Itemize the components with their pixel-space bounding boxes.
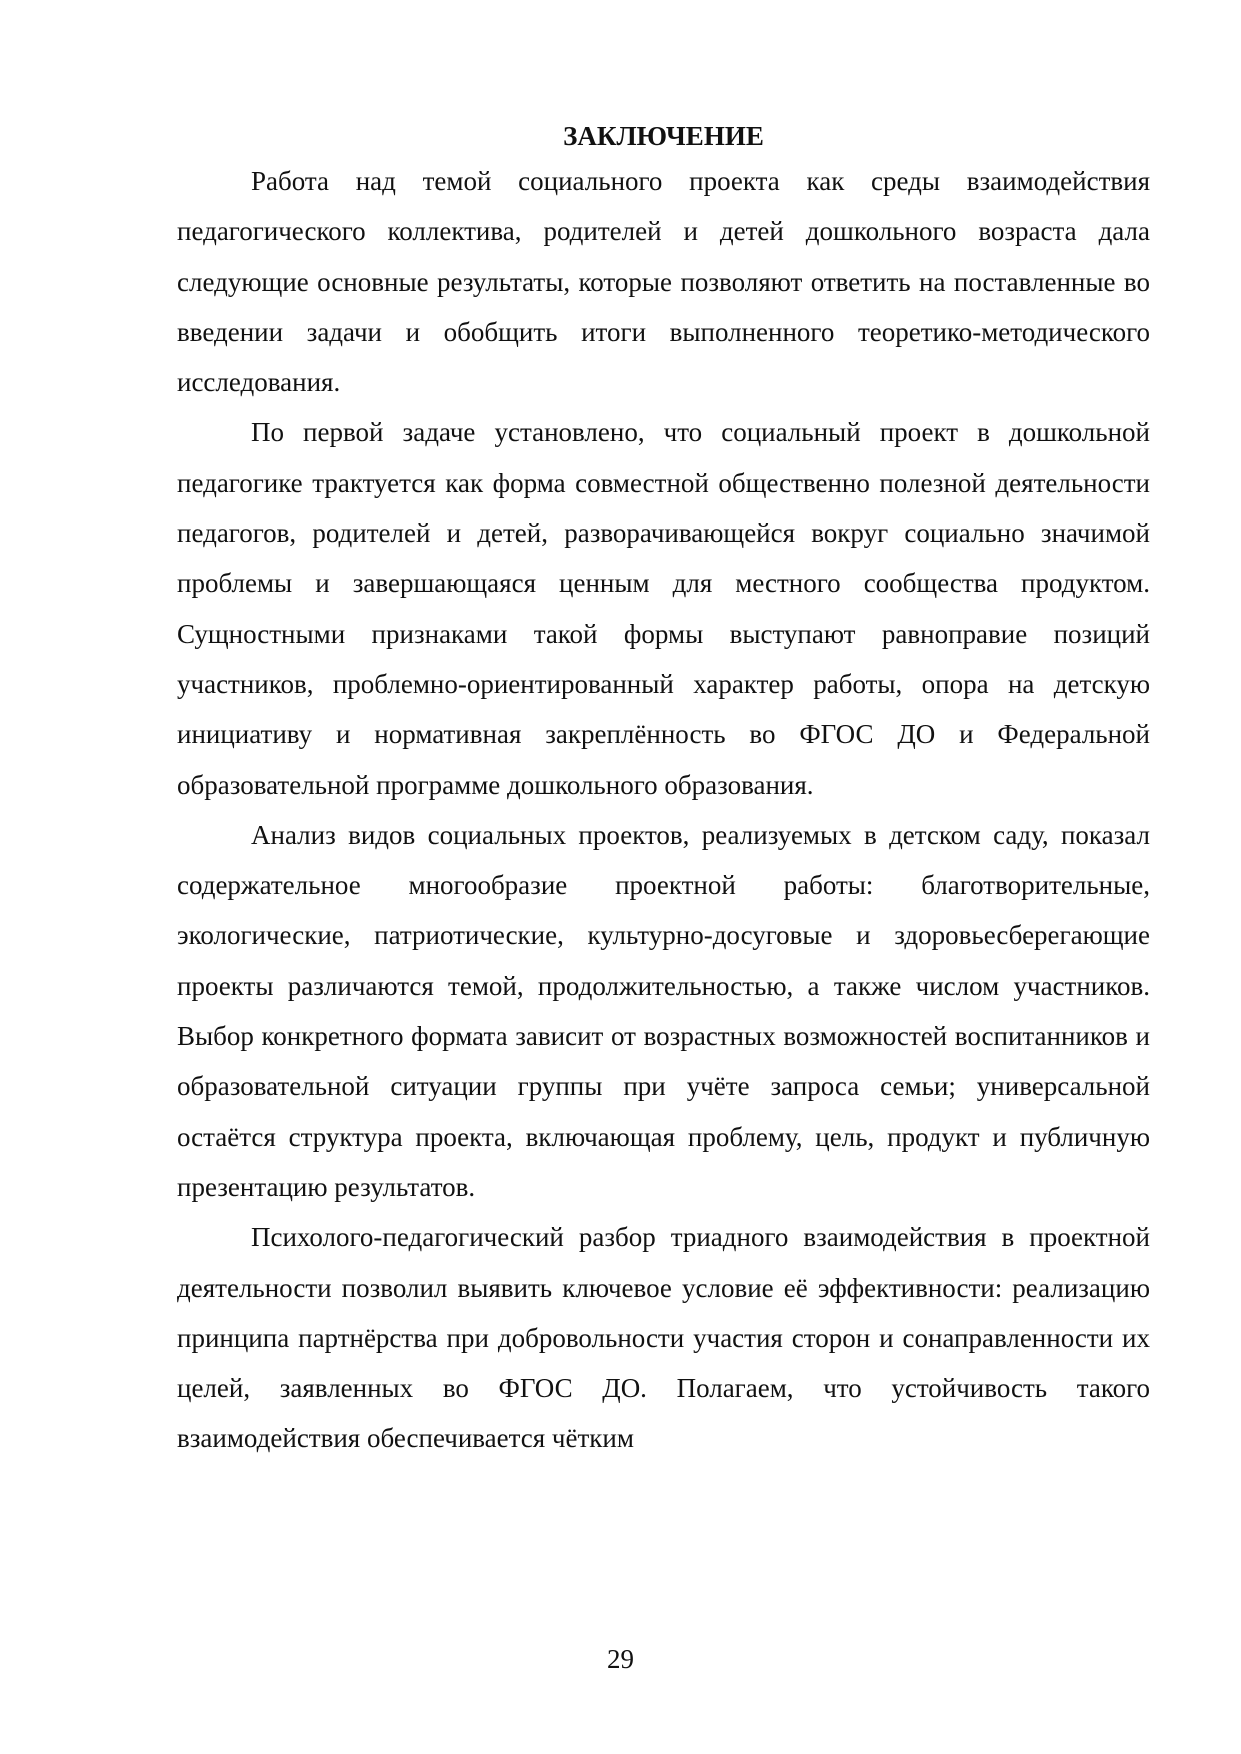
paragraph-1: Работа над темой социального проекта как среды взаимодействия педагогического коллектива, родителей и детей дошкольного возраста дала следующие основные результаты, которые позволяют ответить на поставленные во введении задачи и обобщить итоги выполненного теоретико-методического исследования. bbox=[177, 166, 1150, 398]
page-number: 29 bbox=[607, 1644, 634, 1674]
paragraph-2: По первой задаче установлено, что социальный проект в дошкольной педагогике трактуется как форма совместной общественно полезной деятельности педагогов, родителей и детей, разворачивающейся вокруг социально значимой проблемы и завершающаяся ценным для местного сообщества продуктом. Сущностными признаками такой формы выступают равноправие позиций участников, проблемно-ориентированный характер работы, опора на детскую инициативу и нормативная закреплённость во ФГОС ДО и Федеральной образовательной программе дошкольного образования. bbox=[177, 417, 1150, 800]
paragraph-3: Анализ видов социальных проектов, реализуемых в детском саду, показал содержательное многообразие проектной работы: благотворительные, экологические, патриотические, культурно-досуговые и здоровьесберегающие проекты различаются темой, продолжительностью, а также числом участников. Выбор конкретного формата зависит от возрастных возможностей воспитанников и образовательной ситуации группы при учёте запроса семьи; универсальной остаётся структура проекта, включающая проблему, цель, продукт и публичную презентацию результатов. bbox=[177, 819, 1150, 1202]
paragraph-4: Психолого-педагогический разбор триадного взаимодействия в проектной деятельности позволил выявить ключевое условие её эффективности: реализацию принципа партнёрства при добровольности участия сторон и сонаправленности их целей, заявленных во ФГОС ДО. Полагаем, что устойчивость такого взаимодействия обеспечивается чётким bbox=[177, 1222, 1150, 1454]
page-body bbox=[177, 116, 1150, 1464]
section-heading: ЗАКЛЮЧЕНИЕ bbox=[563, 121, 764, 151]
